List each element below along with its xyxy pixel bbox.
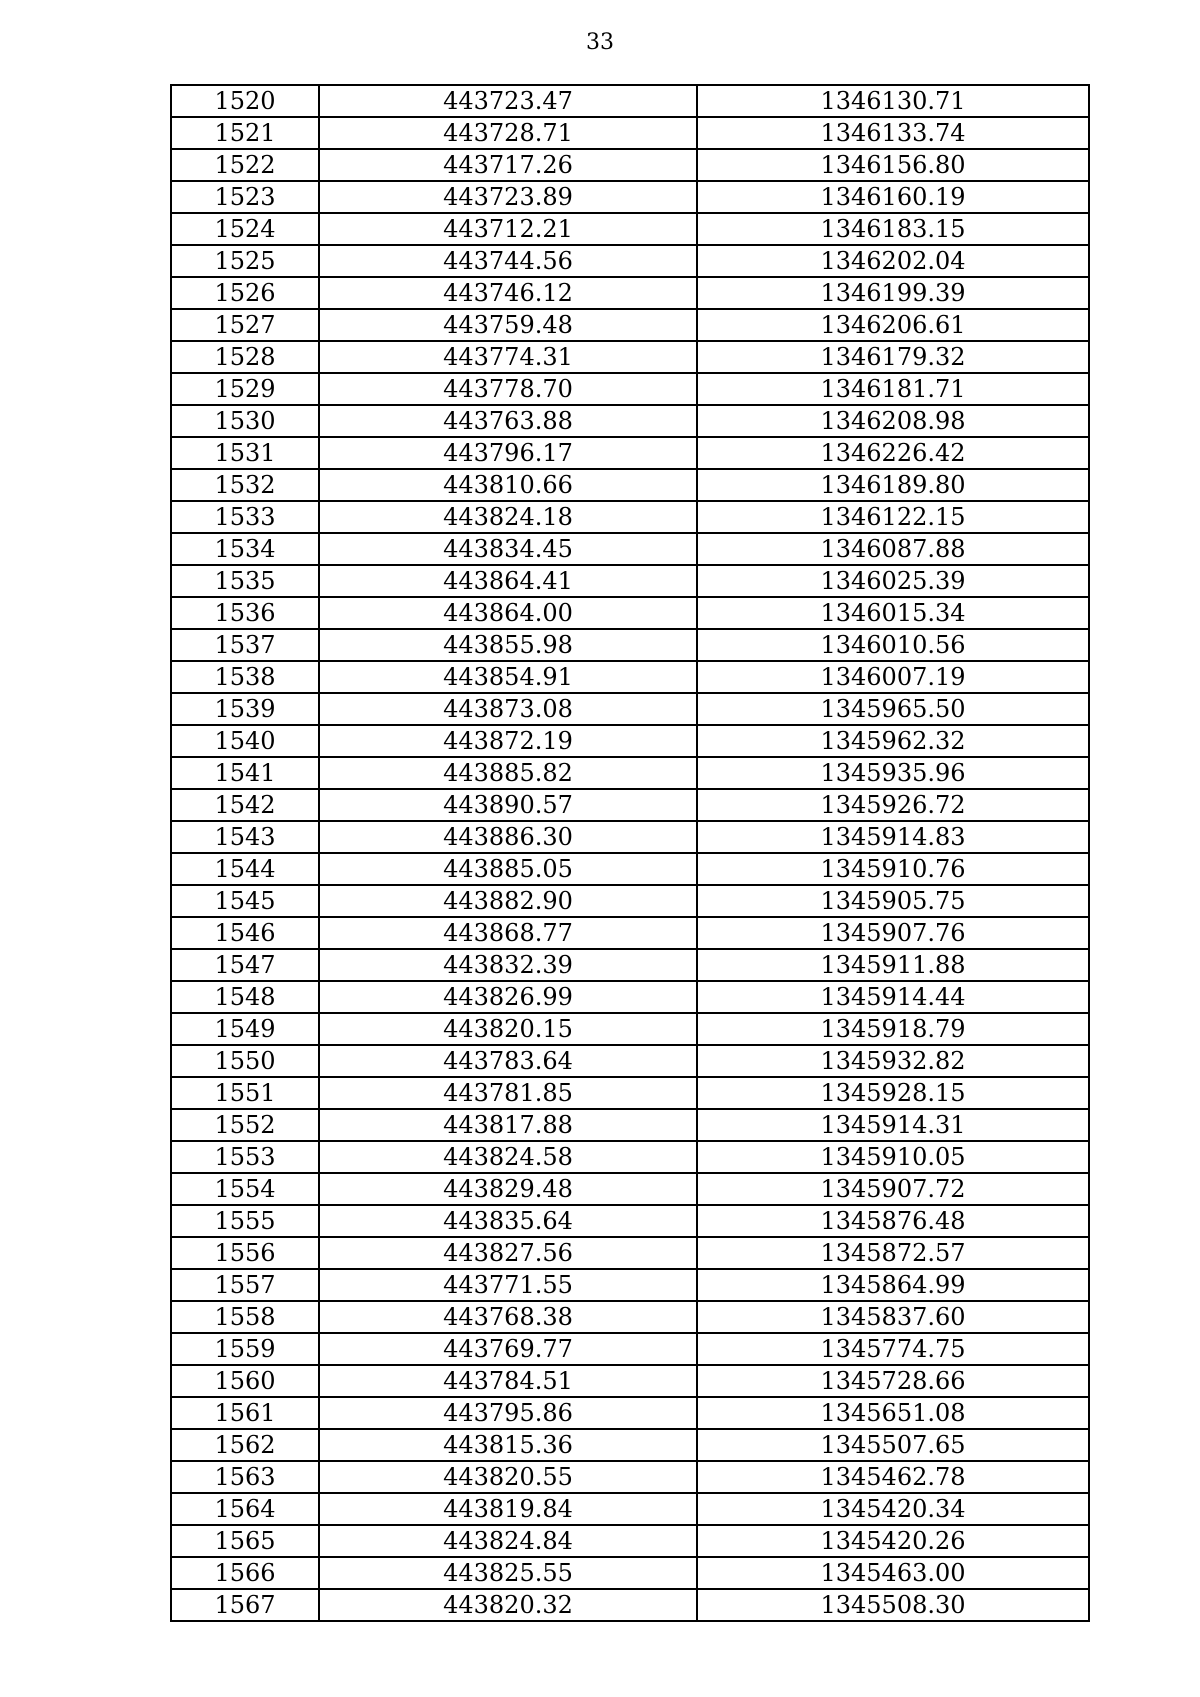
table-row: [171, 1301, 1089, 1333]
table-row: [171, 1493, 1089, 1525]
table-row: [171, 469, 1089, 501]
table-row: [171, 1013, 1089, 1045]
point-number-cell: 1543: [171, 821, 319, 853]
x-coordinate-cell: 443744.56: [319, 245, 697, 277]
y-coordinate-cell: 1345914.31: [697, 1109, 1089, 1141]
table-row: [171, 1141, 1089, 1173]
table-row: [171, 885, 1089, 917]
y-coordinate-cell: 1346156.80: [697, 149, 1089, 181]
coordinates-table: [170, 84, 1090, 1622]
point-number-cell: 1525: [171, 245, 319, 277]
y-coordinate-cell: 1345926.72: [697, 789, 1089, 821]
x-coordinate-cell: 443819.84: [319, 1493, 697, 1525]
point-number-cell: 1539: [171, 693, 319, 725]
table-row: [171, 373, 1089, 405]
table-row: [171, 821, 1089, 853]
y-coordinate-cell: 1346133.74: [697, 117, 1089, 149]
y-coordinate-cell: 1345910.05: [697, 1141, 1089, 1173]
point-number-cell: 1541: [171, 757, 319, 789]
y-coordinate-cell: 1345910.76: [697, 853, 1089, 885]
table-row: [171, 629, 1089, 661]
point-number-cell: 1535: [171, 565, 319, 597]
x-coordinate-cell: 443882.90: [319, 885, 697, 917]
table-row: [171, 1333, 1089, 1365]
y-coordinate-cell: 1346130.71: [697, 85, 1089, 117]
x-coordinate-cell: 443854.91: [319, 661, 697, 693]
x-coordinate-cell: 443855.98: [319, 629, 697, 661]
y-coordinate-cell: 1346206.61: [697, 309, 1089, 341]
y-coordinate-cell: 1346015.34: [697, 597, 1089, 629]
table-row: [171, 757, 1089, 789]
table-row: [171, 1397, 1089, 1429]
point-number-cell: 1521: [171, 117, 319, 149]
table-row: [171, 1237, 1089, 1269]
y-coordinate-cell: 1345928.15: [697, 1077, 1089, 1109]
y-coordinate-cell: 1346202.04: [697, 245, 1089, 277]
x-coordinate-cell: 443723.47: [319, 85, 697, 117]
point-number-cell: 1553: [171, 1141, 319, 1173]
table-row: [171, 725, 1089, 757]
y-coordinate-cell: 1345872.57: [697, 1237, 1089, 1269]
y-coordinate-cell: 1345907.72: [697, 1173, 1089, 1205]
x-coordinate-cell: 443763.88: [319, 405, 697, 437]
table-row: [171, 533, 1089, 565]
y-coordinate-cell: 1346208.98: [697, 405, 1089, 437]
table-row: [171, 565, 1089, 597]
y-coordinate-cell: 1346087.88: [697, 533, 1089, 565]
x-coordinate-cell: 443717.26: [319, 149, 697, 181]
x-coordinate-cell: 443885.82: [319, 757, 697, 789]
x-coordinate-cell: 443784.51: [319, 1365, 697, 1397]
x-coordinate-cell: 443820.55: [319, 1461, 697, 1493]
table-row: [171, 949, 1089, 981]
y-coordinate-cell: 1346189.80: [697, 469, 1089, 501]
table-row: [171, 501, 1089, 533]
point-number-cell: 1548: [171, 981, 319, 1013]
table-row: [171, 1109, 1089, 1141]
x-coordinate-cell: 443820.32: [319, 1589, 697, 1621]
point-number-cell: 1562: [171, 1429, 319, 1461]
x-coordinate-cell: 443873.08: [319, 693, 697, 725]
x-coordinate-cell: 443796.17: [319, 437, 697, 469]
point-number-cell: 1534: [171, 533, 319, 565]
table-row: [171, 1557, 1089, 1589]
y-coordinate-cell: 1346226.42: [697, 437, 1089, 469]
point-number-cell: 1536: [171, 597, 319, 629]
x-coordinate-cell: 443834.45: [319, 533, 697, 565]
x-coordinate-cell: 443810.66: [319, 469, 697, 501]
point-number-cell: 1561: [171, 1397, 319, 1429]
point-number-cell: 1544: [171, 853, 319, 885]
table-row: [171, 1045, 1089, 1077]
y-coordinate-cell: 1345507.65: [697, 1429, 1089, 1461]
y-coordinate-cell: 1346199.39: [697, 277, 1089, 309]
x-coordinate-cell: 443890.57: [319, 789, 697, 821]
x-coordinate-cell: 443832.39: [319, 949, 697, 981]
x-coordinate-cell: 443728.71: [319, 117, 697, 149]
table-row: [171, 85, 1089, 117]
x-coordinate-cell: 443826.99: [319, 981, 697, 1013]
y-coordinate-cell: 1346183.15: [697, 213, 1089, 245]
point-number-cell: 1537: [171, 629, 319, 661]
y-coordinate-cell: 1345876.48: [697, 1205, 1089, 1237]
x-coordinate-cell: 443774.31: [319, 341, 697, 373]
table-row: [171, 1589, 1089, 1621]
point-number-cell: 1546: [171, 917, 319, 949]
point-number-cell: 1558: [171, 1301, 319, 1333]
y-coordinate-cell: 1346010.56: [697, 629, 1089, 661]
table-row: [171, 437, 1089, 469]
y-coordinate-cell: 1346007.19: [697, 661, 1089, 693]
x-coordinate-cell: 443815.36: [319, 1429, 697, 1461]
x-coordinate-cell: 443825.55: [319, 1557, 697, 1589]
y-coordinate-cell: 1345420.34: [697, 1493, 1089, 1525]
point-number-cell: 1528: [171, 341, 319, 373]
y-coordinate-cell: 1345508.30: [697, 1589, 1089, 1621]
x-coordinate-cell: 443712.21: [319, 213, 697, 245]
point-number-cell: 1556: [171, 1237, 319, 1269]
x-coordinate-cell: 443835.64: [319, 1205, 697, 1237]
y-coordinate-cell: 1345918.79: [697, 1013, 1089, 1045]
point-number-cell: 1566: [171, 1557, 319, 1589]
y-coordinate-cell: 1345728.66: [697, 1365, 1089, 1397]
y-coordinate-cell: 1346160.19: [697, 181, 1089, 213]
point-number-cell: 1567: [171, 1589, 319, 1621]
x-coordinate-cell: 443759.48: [319, 309, 697, 341]
y-coordinate-cell: 1345837.60: [697, 1301, 1089, 1333]
table-row: [171, 213, 1089, 245]
x-coordinate-cell: 443723.89: [319, 181, 697, 213]
x-coordinate-cell: 443864.41: [319, 565, 697, 597]
point-number-cell: 1560: [171, 1365, 319, 1397]
point-number-cell: 1533: [171, 501, 319, 533]
point-number-cell: 1520: [171, 85, 319, 117]
y-coordinate-cell: 1345911.88: [697, 949, 1089, 981]
x-coordinate-cell: 443817.88: [319, 1109, 697, 1141]
table-row: [171, 341, 1089, 373]
y-coordinate-cell: 1345864.99: [697, 1269, 1089, 1301]
point-number-cell: 1524: [171, 213, 319, 245]
point-number-cell: 1552: [171, 1109, 319, 1141]
x-coordinate-cell: 443824.84: [319, 1525, 697, 1557]
y-coordinate-cell: 1345907.76: [697, 917, 1089, 949]
point-number-cell: 1551: [171, 1077, 319, 1109]
y-coordinate-cell: 1346179.32: [697, 341, 1089, 373]
x-coordinate-cell: 443771.55: [319, 1269, 697, 1301]
point-number-cell: 1547: [171, 949, 319, 981]
table-row: [171, 117, 1089, 149]
point-number-cell: 1545: [171, 885, 319, 917]
table-row: [171, 597, 1089, 629]
table-row: [171, 1173, 1089, 1205]
x-coordinate-cell: 443769.77: [319, 1333, 697, 1365]
y-coordinate-cell: 1345420.26: [697, 1525, 1089, 1557]
table-row: [171, 245, 1089, 277]
x-coordinate-cell: 443829.48: [319, 1173, 697, 1205]
table-row: [171, 661, 1089, 693]
point-number-cell: 1526: [171, 277, 319, 309]
x-coordinate-cell: 443872.19: [319, 725, 697, 757]
y-coordinate-cell: 1346181.71: [697, 373, 1089, 405]
table-row: [171, 853, 1089, 885]
table-row: [171, 789, 1089, 821]
point-number-cell: 1530: [171, 405, 319, 437]
table-row: [171, 405, 1089, 437]
point-number-cell: 1522: [171, 149, 319, 181]
x-coordinate-cell: 443778.70: [319, 373, 697, 405]
x-coordinate-cell: 443768.38: [319, 1301, 697, 1333]
x-coordinate-cell: 443885.05: [319, 853, 697, 885]
point-number-cell: 1563: [171, 1461, 319, 1493]
y-coordinate-cell: 1345965.50: [697, 693, 1089, 725]
point-number-cell: 1532: [171, 469, 319, 501]
coordinates-table-body: [171, 85, 1089, 1621]
point-number-cell: 1531: [171, 437, 319, 469]
y-coordinate-cell: 1346122.15: [697, 501, 1089, 533]
x-coordinate-cell: 443746.12: [319, 277, 697, 309]
point-number-cell: 1538: [171, 661, 319, 693]
table-row: [171, 181, 1089, 213]
y-coordinate-cell: 1345463.00: [697, 1557, 1089, 1589]
y-coordinate-cell: 1345462.78: [697, 1461, 1089, 1493]
x-coordinate-cell: 443827.56: [319, 1237, 697, 1269]
table-row: [171, 149, 1089, 181]
point-number-cell: 1540: [171, 725, 319, 757]
y-coordinate-cell: 1345774.75: [697, 1333, 1089, 1365]
x-coordinate-cell: 443783.64: [319, 1045, 697, 1077]
table-row: [171, 693, 1089, 725]
x-coordinate-cell: 443824.18: [319, 501, 697, 533]
x-coordinate-cell: 443781.85: [319, 1077, 697, 1109]
x-coordinate-cell: 443820.15: [319, 1013, 697, 1045]
point-number-cell: 1550: [171, 1045, 319, 1077]
y-coordinate-cell: 1345932.82: [697, 1045, 1089, 1077]
x-coordinate-cell: 443864.00: [319, 597, 697, 629]
point-number-cell: 1529: [171, 373, 319, 405]
page-number: 33: [586, 30, 614, 55]
point-number-cell: 1557: [171, 1269, 319, 1301]
x-coordinate-cell: 443824.58: [319, 1141, 697, 1173]
table-row: [171, 1205, 1089, 1237]
y-coordinate-cell: 1345962.32: [697, 725, 1089, 757]
table-row: [171, 1461, 1089, 1493]
x-coordinate-cell: 443795.86: [319, 1397, 697, 1429]
point-number-cell: 1542: [171, 789, 319, 821]
table-row: [171, 277, 1089, 309]
point-number-cell: 1565: [171, 1525, 319, 1557]
table-row: [171, 917, 1089, 949]
table-row: [171, 981, 1089, 1013]
point-number-cell: 1549: [171, 1013, 319, 1045]
y-coordinate-cell: 1345905.75: [697, 885, 1089, 917]
y-coordinate-cell: 1345914.44: [697, 981, 1089, 1013]
point-number-cell: 1564: [171, 1493, 319, 1525]
table-row: [171, 1269, 1089, 1301]
table-row: [171, 309, 1089, 341]
point-number-cell: 1554: [171, 1173, 319, 1205]
point-number-cell: 1527: [171, 309, 319, 341]
point-number-cell: 1559: [171, 1333, 319, 1365]
point-number-cell: 1523: [171, 181, 319, 213]
y-coordinate-cell: 1345914.83: [697, 821, 1089, 853]
table-row: [171, 1429, 1089, 1461]
y-coordinate-cell: 1345935.96: [697, 757, 1089, 789]
y-coordinate-cell: 1346025.39: [697, 565, 1089, 597]
y-coordinate-cell: 1345651.08: [697, 1397, 1089, 1429]
point-number-cell: 1555: [171, 1205, 319, 1237]
x-coordinate-cell: 443868.77: [319, 917, 697, 949]
table-row: [171, 1365, 1089, 1397]
table-row: [171, 1077, 1089, 1109]
x-coordinate-cell: 443886.30: [319, 821, 697, 853]
table-row: [171, 1525, 1089, 1557]
